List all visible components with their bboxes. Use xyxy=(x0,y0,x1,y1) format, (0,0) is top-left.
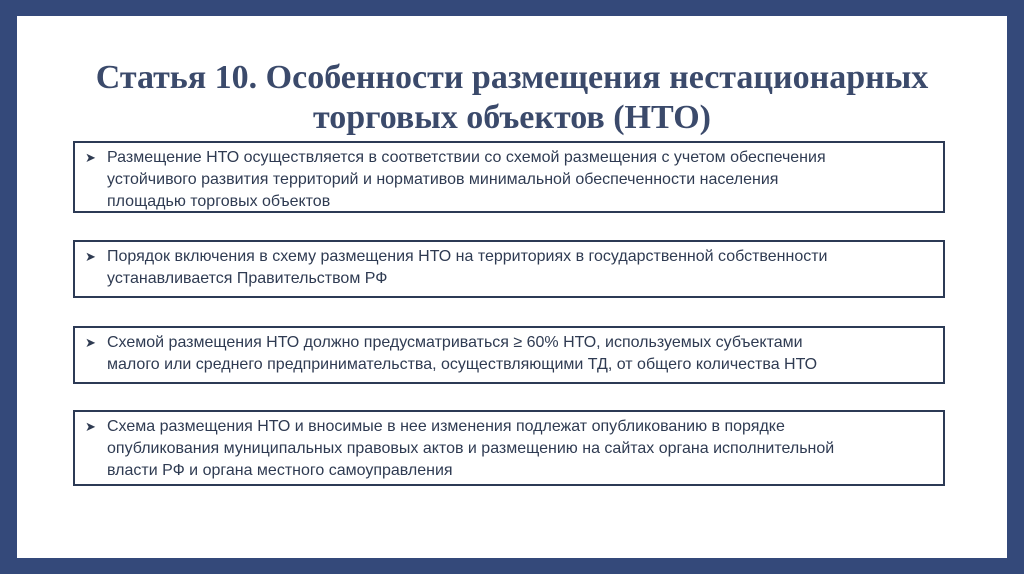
slide xyxy=(17,16,1007,558)
bullet-box-4 xyxy=(73,410,945,486)
bullet-text xyxy=(107,332,933,376)
bullet-line: Схемой размещения НТО должно предусматриваться ≥ 60% НТО, используемых субъектами xyxy=(107,334,803,351)
bullet-row xyxy=(85,416,933,482)
slide-title-line-1: Статья 10. Особенности размещения нестационарных xyxy=(95,59,929,96)
bullet-box-1 xyxy=(73,141,945,213)
bullet-line: Размещение НТО осуществляется в соответствии со схемой размещения с учетом обеспечения xyxy=(107,149,826,166)
bullet-box-3 xyxy=(73,326,945,384)
bullet-line: устанавливается Правительством РФ xyxy=(107,270,388,287)
bullet-row xyxy=(85,147,933,213)
bullet-line: Схема размещения НТО и вносимые в нее изменения подлежат опубликованию в порядке xyxy=(107,418,785,435)
bullet-text xyxy=(107,147,933,213)
arrow-bullet-icon: ➤ xyxy=(85,249,96,264)
bullet-box-2 xyxy=(73,240,945,298)
bullet-line: площадью торговых объектов xyxy=(107,193,331,210)
bullet-line: власти РФ и органа местного самоуправления xyxy=(107,462,453,479)
bullet-text xyxy=(107,246,933,290)
bullet-row xyxy=(85,332,933,376)
bullet-line: опубликования муниципальных правовых актов и размещению на сайтах органа исполнительной xyxy=(107,440,835,457)
bullet-line: малого или среднего предпринимательства, осуществляющими ТД, от общего количества НТО xyxy=(107,356,818,373)
bullet-line: устойчивого развития территорий и нормативов минимальной обеспеченности населения xyxy=(107,171,779,188)
bullet-row xyxy=(85,246,933,290)
bullet-text xyxy=(107,416,933,482)
bullet-line: Порядок включения в схему размещения НТО на территориях в государственной собственности xyxy=(107,248,828,265)
arrow-bullet-icon: ➤ xyxy=(85,150,96,165)
slide-title xyxy=(17,58,1007,138)
slide-title-line-2: торговых объектов (НТО) xyxy=(312,99,711,136)
arrow-bullet-icon: ➤ xyxy=(85,419,96,434)
arrow-bullet-icon: ➤ xyxy=(85,335,96,350)
